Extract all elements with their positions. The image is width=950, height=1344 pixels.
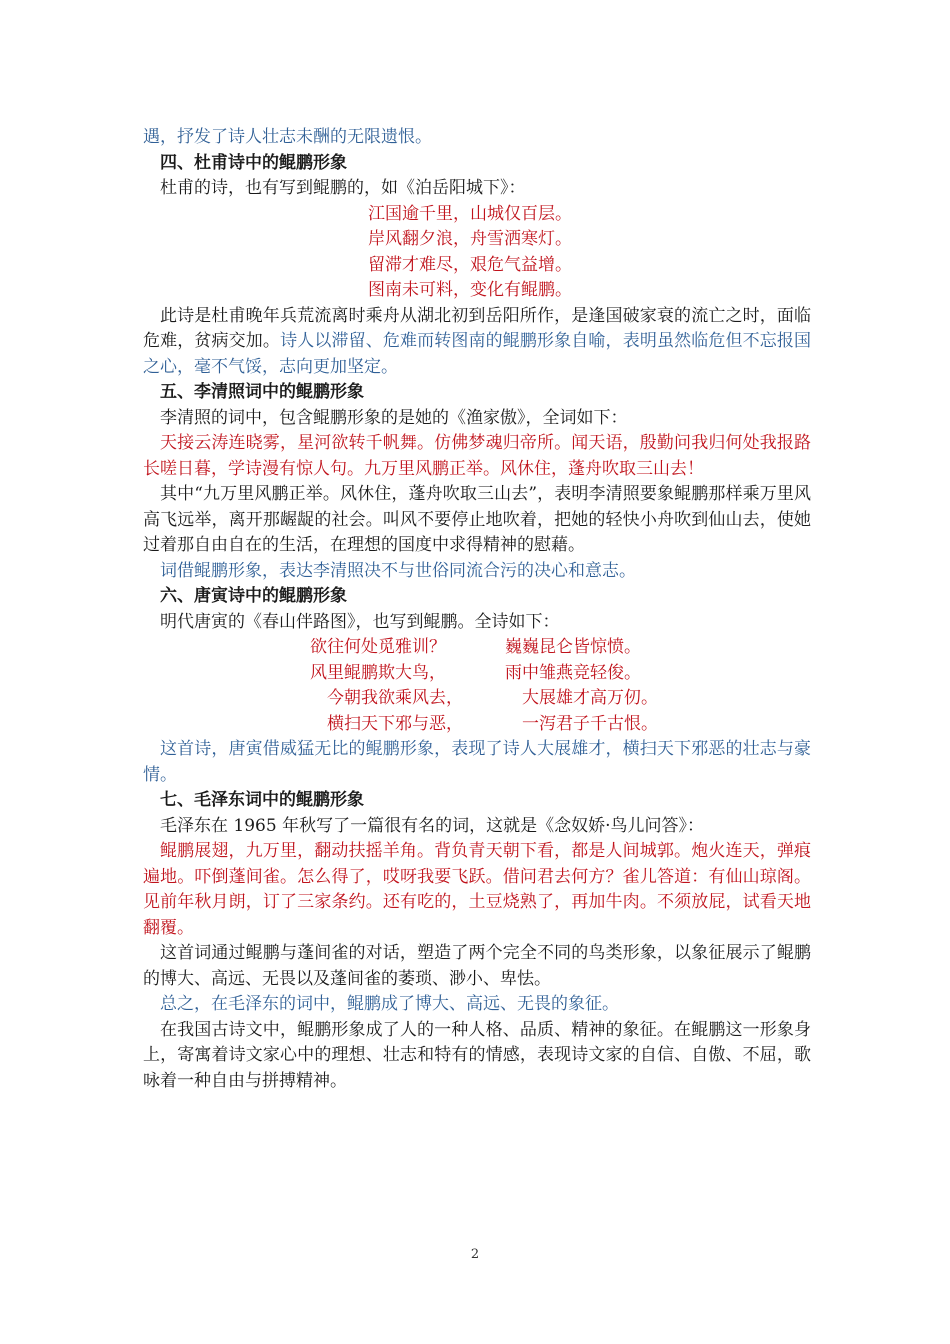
section-heading-6: 六、唐寅诗中的鲲鹏形象 xyxy=(160,586,347,606)
paragraph-conclusion-5: 词借鲲鹏形象，表达李清照决不与世俗同流合污的决心和意志。 xyxy=(160,560,636,581)
poem-half: 大展雄才高万仞。 xyxy=(522,688,658,708)
page-number: 2 xyxy=(470,1247,480,1262)
section-heading-5: 五、李清照词中的鲲鹏形象 xyxy=(160,382,364,402)
poem-mao-zedong: 鲲鹏展翅，九万里，翻动扶摇羊角。背负青天朝下看，都是人间城郭。炮火连天，弹痕遍地。吓倒蓬间雀。怎么得了，哎呀我要飞跃。借问君去何方？雀儿答道：有仙山琼阁。见前年秋月朗，订了三家条约。还有吃的，土豆烧熟了，再加牛肉。不须放屁，试看天地翻覆。 xyxy=(143,841,811,938)
paragraph-analysis-7: 这首词通过鲲鹏与蓬间雀的对话，塑造了两个完全不同的鸟类形象，以象征展示了鲲鹏的博大、高远、无畏以及蓬间雀的萎琐、渺小、卑怯。 xyxy=(143,943,811,989)
paragraph-analysis-6: 这首诗，唐寅借威猛无比的鲲鹏形象，表现了诗人大展雄才，横扫天下邪恶的壮志与豪情。 xyxy=(143,739,811,785)
poem-line: 留滞才难尽，艰危气益增。 xyxy=(368,254,572,275)
paragraph-conclusion-7: 总之，在毛泽东的词中，鲲鹏成了博大、高远、无畏的象征。 xyxy=(160,994,619,1014)
section-heading-4: 四、杜甫诗中的鲲鹏形象 xyxy=(160,152,347,173)
poem-half: 风里鲲鹏欺大鸟， xyxy=(310,662,446,683)
poem-half: 雨中雏燕竞轻俊。 xyxy=(505,662,641,683)
paragraph-analysis-5: 其中“九万里风鹏正举。风休住，蓬舟吹取三山去”，表明李清照要象鲲鹏那样乘万里风高飞远举，离开那龌龊的社会。叫风不要停止地吹着，把她的轻快小舟吹到仙山去，使她过着那自由自在的生活，在理想的国度中求得精神的慰藉。 xyxy=(143,484,811,555)
paragraph-intro-6: 明代唐寅的《春山伴路图》，也写到鲲鹏。全诗如下： xyxy=(160,611,560,632)
poem-row xyxy=(143,661,811,687)
poem-row xyxy=(143,686,811,712)
document-body xyxy=(143,125,811,1094)
poem-li-qingzhao: 天接云涛连晓雾，星河欲转千帆舞。仿佛梦魂归帝所。闻天语，殷勤问我归何处我报路长嗟日暮，学诗漫有惊人句。九万里风鹏正举。风休住，蓬舟吹取三山去！ xyxy=(143,433,811,479)
poem-tang-yin xyxy=(143,635,811,737)
poem-line: 江国逾千里，山城仅百层。 xyxy=(368,203,572,224)
analysis-highlight: 诗人以滞留、危难而转图南的鲲鹏形象自喻，表明虽然临危但不忘报国之心，毫不气馁，志向更加坚定。 xyxy=(143,331,812,377)
poem-row xyxy=(143,635,811,661)
poem-half: 巍巍昆仑皆惊愤。 xyxy=(505,637,641,657)
paragraph-summary: 在我国古诗文中，鲲鹏形象成了人的一种人格、品质、精神的象征。在鲲鹏这一形象身上，寄寓着诗文家心中的理想、壮志和特有的情感，表现诗文家的自信、自傲、不屈，歌咏着一种自由与拼搏精神。 xyxy=(143,1019,811,1091)
section-heading-7: 七、毛泽东词中的鲲鹏形象 xyxy=(160,790,364,810)
paragraph-analysis-4 xyxy=(143,304,811,381)
poem-line: 图南未可料，变化有鲲鹏。 xyxy=(368,280,572,300)
poem-du-fu xyxy=(143,202,811,304)
analysis-text: 此诗是杜甫晚年兵荒流离时乘舟从湖北初到岳阳所作，是逢国破家衰的流亡之时，面临危难，贫病交加。 xyxy=(143,305,811,351)
poem-half: 一泻君子千古恨。 xyxy=(522,713,658,734)
paragraph-continuation: 遇，抒发了诗人壮志未酬的无限遗恨。 xyxy=(143,127,432,147)
paragraph-intro-5: 李清照的词中，包含鲲鹏形象的是她的《渔家傲》，全词如下： xyxy=(160,407,628,428)
paragraph-intro-7: 毛泽东在 1965 年秋写了一篇很有名的词，这就是《念奴娇·鸟儿问答》： xyxy=(160,815,704,836)
poem-half: 横扫天下邪与恶， xyxy=(327,713,463,734)
poem-half: 今朝我欲乘风去， xyxy=(327,688,463,708)
poem-row xyxy=(143,712,811,738)
poem-line: 岸风翻夕浪，舟雪洒寒灯。 xyxy=(368,229,572,249)
poem-half: 欲往何处觅雅训？ xyxy=(310,637,446,657)
paragraph-intro-4: 杜甫的诗，也有写到鲲鹏的，如《泊岳阳城下》： xyxy=(160,178,526,198)
